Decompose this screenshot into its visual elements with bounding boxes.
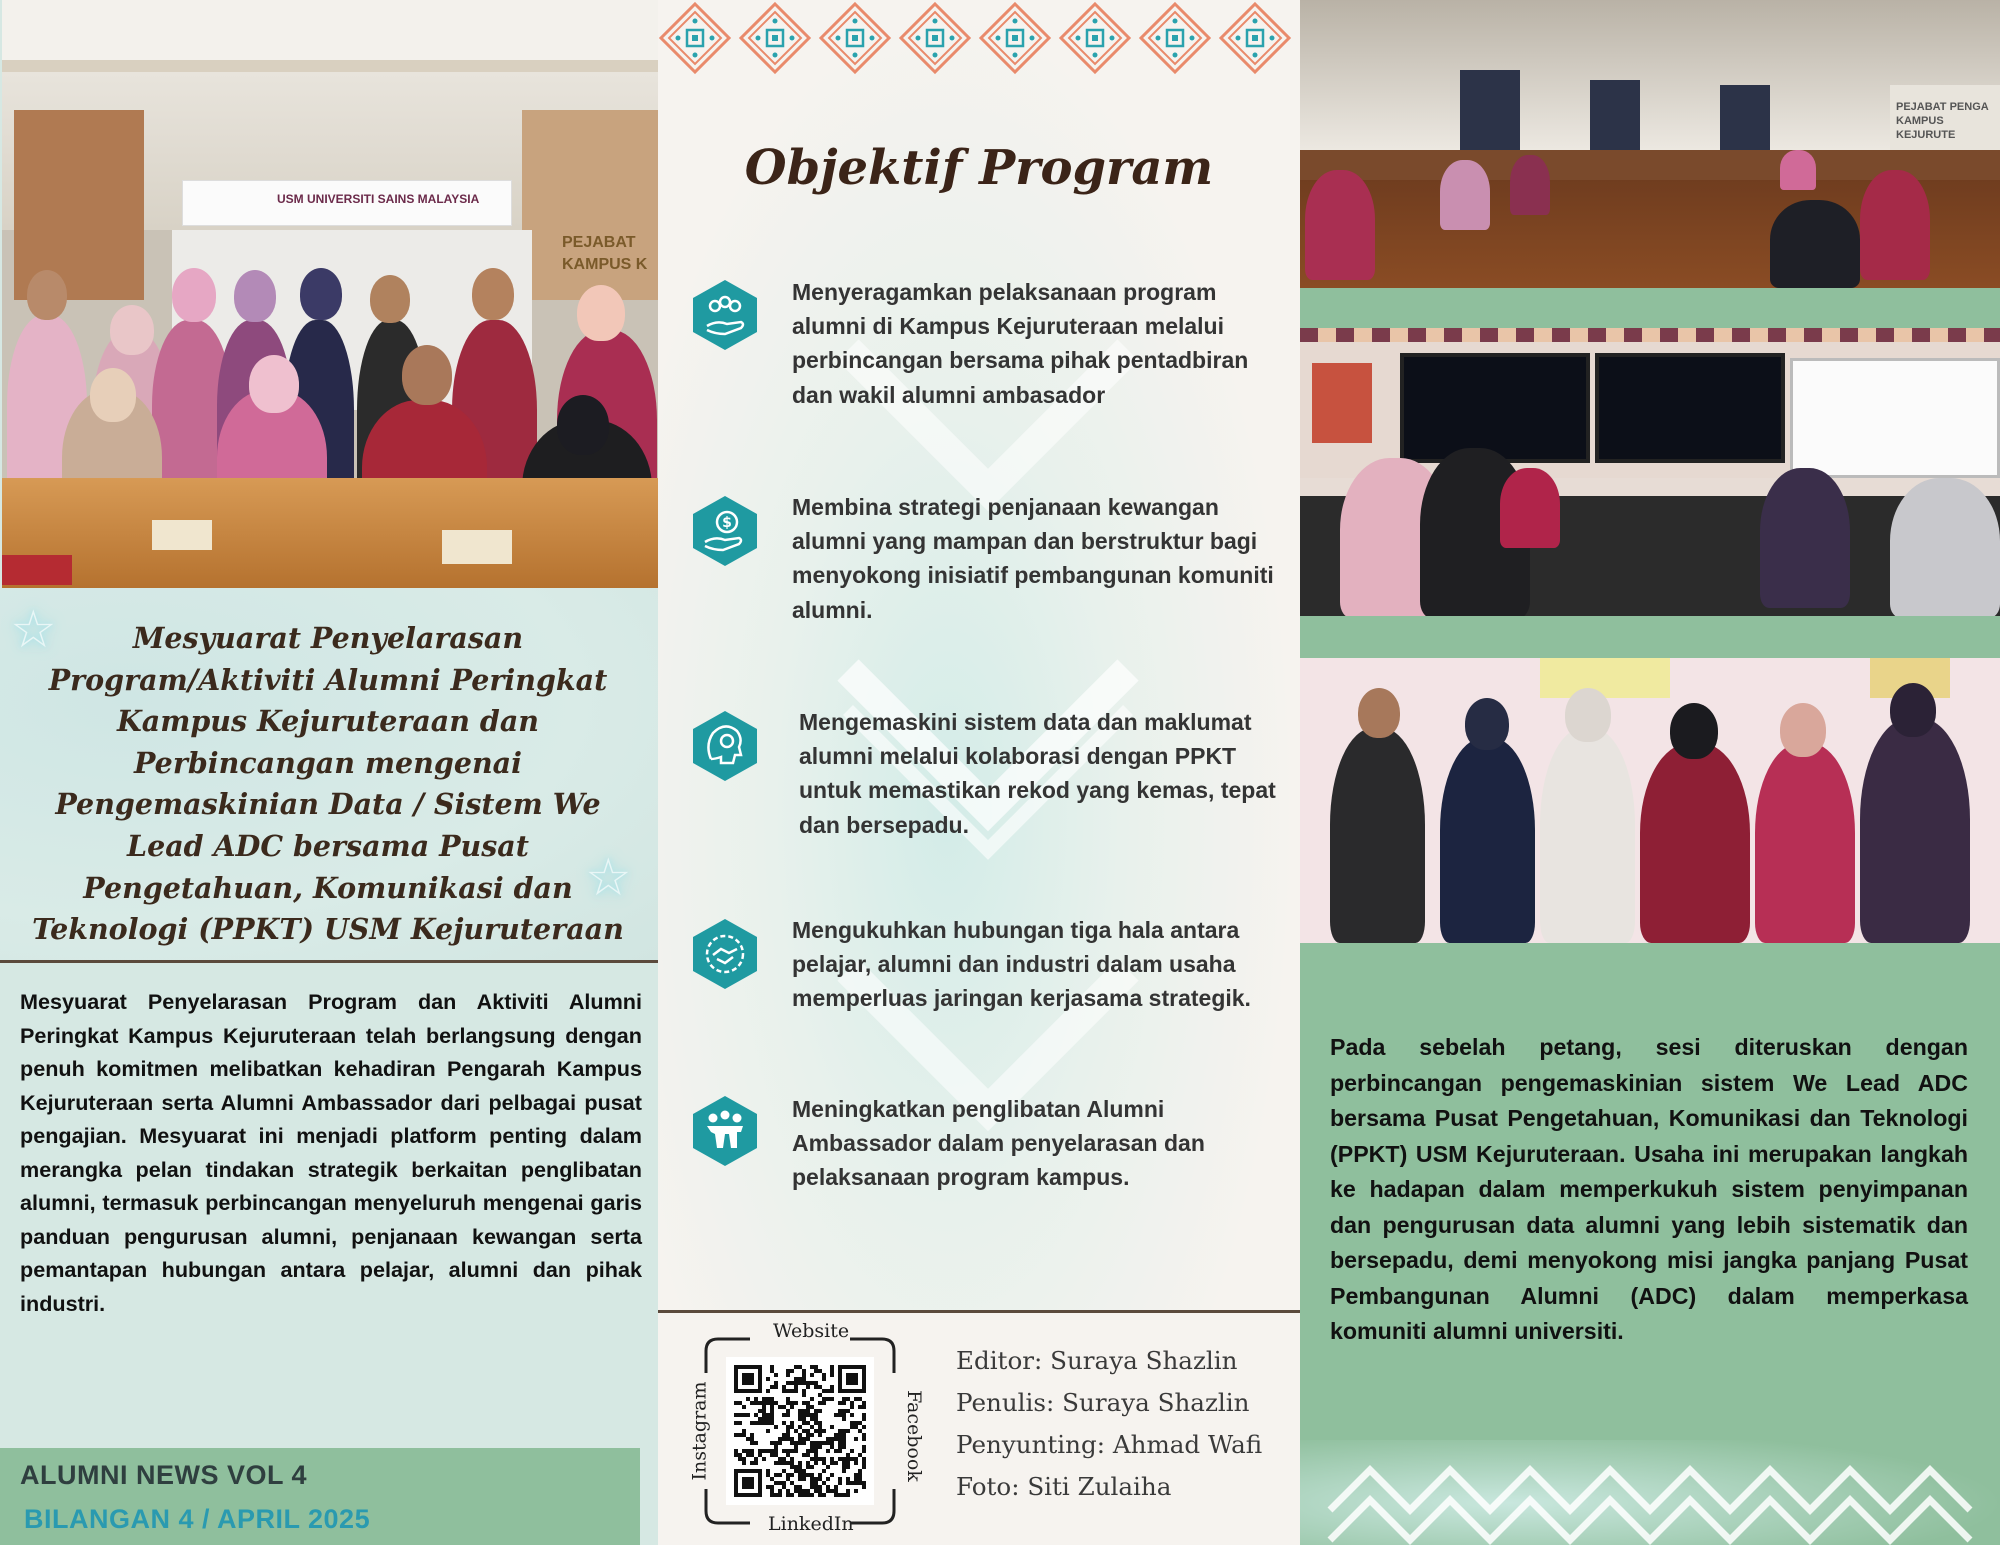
- middle-column: [658, 0, 1300, 1545]
- zigzag-decoration: [1300, 1440, 2000, 1545]
- svg-text:$: $: [722, 515, 732, 531]
- credits-list: [956, 1340, 1262, 1508]
- qr-label-instagram: Instagram: [688, 1381, 711, 1481]
- wall-sign-text: PEJABAT KAMPUS K: [562, 234, 648, 273]
- left-column: [0, 0, 658, 1545]
- system-discussion-photo: [1300, 328, 2000, 616]
- group-embrace-icon: [691, 1094, 759, 1168]
- ppkt-group-photo: [1300, 658, 2000, 943]
- qr-code-panel: [688, 1320, 925, 1535]
- divider: [0, 960, 658, 963]
- people-hand-icon: [691, 278, 759, 352]
- wall-sign-logo: USM UNIVERSITI SAINS MALAYSIA: [277, 192, 480, 206]
- credit-proofreader: Penyunting: Ahmad Wafi: [956, 1430, 1263, 1459]
- left-title-panel: [0, 588, 658, 960]
- qr-code[interactable]: [726, 1357, 874, 1505]
- credit-photo: Foto: Siti Zulaiha: [956, 1472, 1172, 1501]
- meeting-room-photo: [1300, 0, 2000, 288]
- star-icon: ☆: [585, 849, 632, 907]
- right-column: [1300, 0, 2000, 1545]
- objective-text: Menyeragamkan pelaksanaan program alumni di Kampus Kejuruteraan melalui perbincangan bersama pihak pentadbiran dan wakil alumni ambasador: [792, 279, 1249, 408]
- newsletter-footer: [0, 1448, 640, 1545]
- objective-text: Mengemaskini sistem data dan maklumat alumni melalui kolaborasi dengan PPKT untuk memastikan rekod yang kemas, tepat dan bersepadu.: [799, 709, 1276, 838]
- issue-label: BILANGAN 4 / APRIL 2025: [24, 1504, 371, 1534]
- qr-label-facebook: Facebook: [902, 1390, 925, 1482]
- meeting-title: Mesyuarat Penyelarasan Program/Aktiviti Alumni Peringkat Kampus Kejuruteraan dan Perbincangan mengenai Pengemaskinian Data / Sistem We Lead ADC bersama Pusat Pengetahuan, Komunikasi dan Teknologi (PPKT) USM Kejuruteraan: [32, 621, 624, 947]
- diamond-pattern-border: [658, 0, 1300, 90]
- star-icon: ☆: [10, 601, 57, 659]
- qr-label-website: Website: [773, 1320, 850, 1342]
- credit-writer: Penulis: Suraya Shazlin: [956, 1388, 1250, 1417]
- volume-label: ALUMNI NEWS VOL 4: [20, 1460, 308, 1490]
- objectives-title: Objektif Program: [744, 140, 1214, 196]
- qr-label-linkedin: LinkedIn: [768, 1513, 854, 1535]
- brain-gear-icon: [691, 709, 759, 783]
- objective-text: Meningkatkan penglibatan Alumni Ambassador dalam penyelarasan dan pelaksanaan program kampus.: [792, 1096, 1205, 1191]
- objective-text: Membina strategi penjanaan kewangan alumni yang mampan dan berstruktur bagi menyokong inisiatif pembangunan komuniti alumni.: [792, 494, 1274, 623]
- money-hand-icon: [691, 494, 759, 568]
- handshake-gear-icon: [691, 917, 759, 991]
- objective-text: Mengukuhkan hubungan tiga hala antara pelajar, alumni dan industri dalam usaha memperluas jaringan kerjasama strategik.: [792, 917, 1251, 1012]
- credit-editor: Editor: Suraya Shazlin: [956, 1346, 1238, 1375]
- right-body-text: Pada sebelah petang, sesi diteruskan dengan perbincangan pengemaskinian sistem We Lead ADC bersama Pusat Pengetahuan, Komunikasi dan Teknologi (PPKT) USM Kejuruteraan. Usaha ini merupakan langkah ke hadapan dalam memperkukuh sistem penyimpanan dan pengurusan data alumni yang lebih sistematik dan bersepadu, demi menyokong misi jangka panjang Pusat Pembangunan Alumni (ADC) dalam memperkasa komuniti alumni universiti.: [1330, 1034, 1968, 1344]
- room-sign-text: PEJABAT PENGA KAMPUS KEJURUTE: [1896, 101, 1989, 141]
- meeting-group-photo: [2, 0, 658, 588]
- divider: [658, 1310, 1300, 1313]
- left-body-text: Mesyuarat Penyelarasan Program dan Aktiviti Alumni Peringkat Kampus Kejuruteraan telah berlangsung dengan penuh komitmen melibatkan kehadiran Pengarah Kampus Kejuruteraan serta Alumni Ambassador dari pelbagai pusat pengajian. Mesyuarat ini menjadi platform penting dalam merangka pelan tindakan strategik berkaitan penglibatan alumni, termasuk perbincangan menyeluruh mengenai garis panduan pengurusan alumni, penjanaan kewangan serta pemantapan hubungan antara pelajar, alumni dan pihak industri.: [20, 989, 642, 1316]
